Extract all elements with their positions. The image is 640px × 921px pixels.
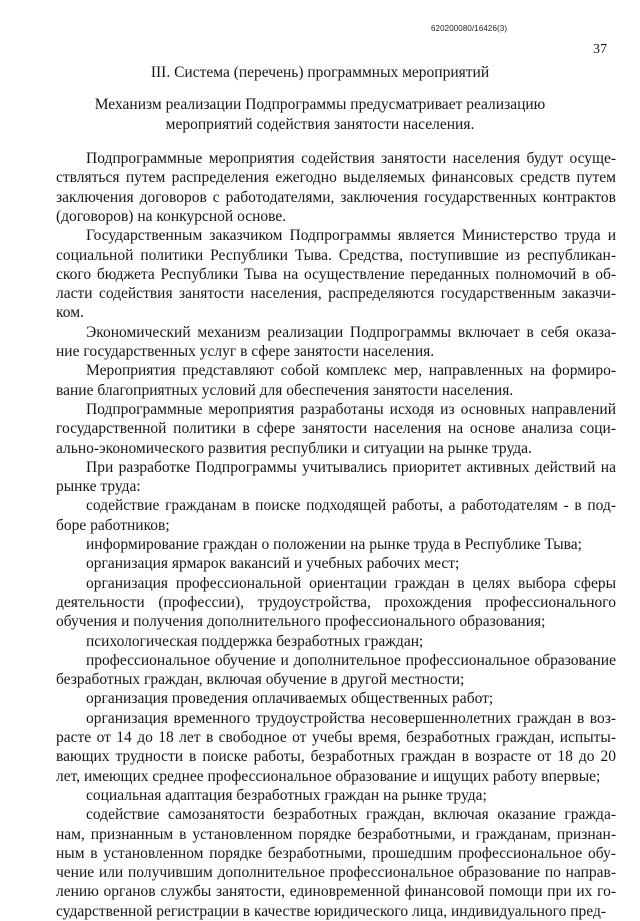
paragraph-first-line: Подпрограммные мероприятия разработаны исходя из основных направлений [86, 400, 616, 418]
paragraph-first-line: Государственным заказчиком Подпрограммы является Министерство труда и [86, 227, 616, 245]
paragraph-first-line: содействие самозанятости безработных граждан, включая оказание гражда- [86, 806, 616, 824]
paragraph-line: вание благоприятных условий для обеспечения занятости населения. [56, 381, 514, 399]
paragraph-line: ствляться путем распределения ежегодно выделяемых финансовых средств путем [56, 169, 616, 187]
paragraph-line: ально-экономического развития республики и ситуации на рынке труда. [56, 439, 532, 457]
paragraph-first-line: Экономический механизм реализации Подпрограммы включает в себя оказа- [86, 323, 616, 341]
paragraph-line: (договоров) на конкурсной основе. [56, 207, 287, 225]
paragraph-line: государственной политики в сфере занятости населения на основе анализа соци- [56, 420, 616, 438]
paragraph-line: ком. [56, 304, 84, 322]
paragraph-first-line: Мероприятия представляют собой комплекс мер, направленных на формиро- [86, 362, 616, 380]
paragraph-first-line: Подпрограммные мероприятия содействия занятости населения будут осуще- [86, 150, 616, 167]
paragraph-first-line: организация профессиональной ориентации граждан в целях выбора сферы [86, 574, 616, 592]
paragraph-line: вающих трудности в поиске работы, безработных граждан в возрасте от 18 до 20 [56, 748, 616, 766]
section-subtitle: Механизм реализации Подпрограммы предусматривает реализацию [94, 96, 546, 113]
paragraph-line: деятельности (профессии), трудоустройства, прохождения профессионального [56, 593, 616, 611]
paragraph-line: рынке труда: [56, 478, 141, 496]
paragraph-first-line: При разработке Подпрограммы учитывались приоритет активных действий на [86, 458, 616, 476]
section-title: III. Система (перечень) программных мероприятий [150, 64, 490, 81]
paragraph-first-line: профессиональное обучение и дополнительное профессиональное образование [86, 651, 616, 669]
paragraph-line: чение или получившим дополнительное профессиональное образование по направ- [56, 864, 616, 882]
paragraph-line: социальной политики Республики Тыва. Средства, поступившие из республикан- [56, 246, 616, 264]
paragraph-first-line: организация ярмарок вакансий и учебных рабочих мест; [86, 555, 460, 573]
paragraph-line: боре работников; [56, 516, 170, 534]
paragraph-line: расте от 14 до 18 лет в свободное от учебы время, безработных граждан, испыты- [56, 729, 616, 746]
section-subtitle: мероприятий содействия занятости населения. [165, 116, 475, 133]
paragraph-first-line: организация временного трудоустройства несовершеннолетних граждан в воз- [86, 709, 616, 727]
page-number: 37 [593, 42, 607, 57]
paragraph-line: ным в установленном порядке безработными, прошедшим профессиональное обу- [56, 844, 616, 862]
document-code: 620200080/16426(3) [431, 24, 508, 33]
paragraph-line: ского бюджета Республики Тыва на осуществление переданных полномочий в об- [56, 265, 616, 283]
paragraph-line: ласти содействия занятости населения, распределяются государственным заказчи- [56, 285, 616, 303]
paragraph-line: сударственной регистрации в качестве юридического лица, индивидуального пред- [56, 902, 607, 920]
paragraph-first-line: социальная адаптация безработных граждан на рынке труда; [86, 786, 487, 804]
paragraph-first-line: психологическая поддержка безработных граждан; [86, 632, 424, 650]
paragraph-line: обучения и получения дополнительного профессионального образования; [56, 613, 546, 631]
paragraph-first-line: содействие гражданам в поиске подходящей работы, а работодателям - в под- [86, 497, 616, 515]
paragraph-line: ние государственных услуг в сфере занятости населения. [56, 343, 435, 360]
paragraph-line: заключения договоров с работодателями, заключения государственных контрактов [56, 188, 616, 206]
paragraph-line: лет, имеющих среднее профессиональное образование и ищущих работу впервые; [56, 767, 601, 785]
paragraph-first-line: информирование граждан о положении на рынке труда в Республике Тыва; [86, 536, 582, 553]
paragraph-first-line: организация проведения оплачиваемых общественных работ; [86, 690, 494, 708]
paragraph-line: лению органов службы занятости, единовременной финансовой помощи при их го- [56, 883, 616, 901]
paragraph-line: нам, признанным в установленном порядке безработными, и гражданам, признан- [56, 825, 616, 843]
paragraph-line: безработных граждан, включая обучение в другой местности; [56, 671, 465, 689]
